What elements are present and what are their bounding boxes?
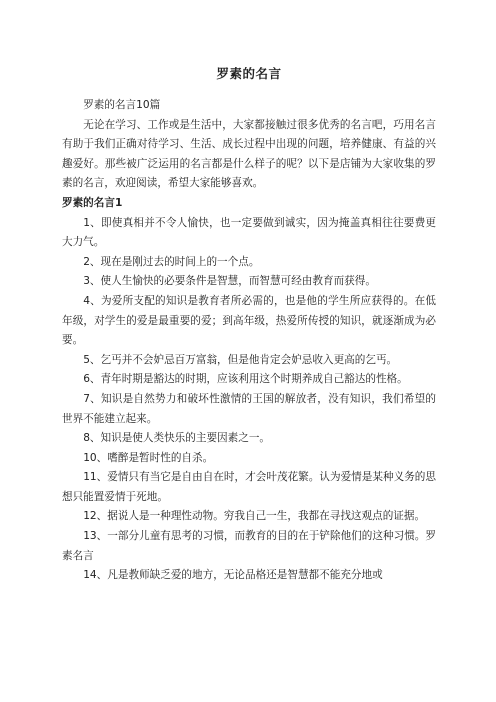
subtitle-line: 罗素的名言10篇 bbox=[83, 99, 161, 111]
intro-paragraph: 无论在学习、工作或是生活中，大家都接触过很多优秀的名言吧，巧用名言有助于我们正确对待学习、生活、成长过程中出现的问题，培养健康、有益的兴趣爱好。那些被广泛运用的名言都是什么样子的呢？以下是店铺为大家收集的罗素的名言，欢迎阅读，希望大家能够喜欢。 bbox=[62, 118, 436, 190]
quote-5: 5、乞丐并不会妒忌百万富翁，但是他肯定会妒忌收入更高的乞丐。 bbox=[83, 353, 398, 366]
page-title: 罗素的名言 bbox=[216, 66, 282, 81]
quote-2: 2、现在是刚过去的时间上的一个点。 bbox=[83, 255, 260, 268]
quote-10: 10、嗜醉是暂时性的自杀。 bbox=[83, 451, 214, 464]
quote-14: 14、凡是教师缺乏爱的地方，无论品格还是智慧都不能充分地或 bbox=[83, 569, 383, 582]
quote-13: 13、一部分儿童有思考的习惯，而教育的目的在于铲除他们的这种习惯。罗素名言 bbox=[62, 530, 436, 562]
section-heading: 罗素的名言1 bbox=[62, 196, 123, 209]
quote-7: 7、知识是自然势力和破坏性激情的王国的解放者，没有知识，我们希望的世界不能建立起来。 bbox=[62, 392, 436, 425]
quote-11: 11、爱情只有当它是自由自在时，才会叶茂花繁。认为爱情是某种义务的思想只能置爱情于死地。 bbox=[62, 471, 436, 503]
quote-12: 12、据说人是一种理性动物。穷我自己一生，我都在寻找这观点的证据。 bbox=[83, 510, 426, 523]
quote-1: 1、即使真相并不令人愉快，也一定要做到诚实，因为掩盖真相往往要费更大力气。 bbox=[62, 216, 436, 249]
quote-4: 4、为爱所支配的知识是教育者所必需的，也是他的学生所应获得的。在低年级，对学生的爱是最重要的爱；到高年级，热爱所传授的知识，就逐渐成为必要。 bbox=[62, 294, 436, 347]
quote-6: 6、青年时期是豁达的时期，应该利用这个时期养成自己豁达的性格。 bbox=[83, 373, 408, 386]
document-body bbox=[62, 96, 436, 586]
quote-3: 3、使人生愉快的必要条件是智慧，而智慧可经由教育而获得。 bbox=[83, 275, 376, 288]
quote-8: 8、知识是使人类快乐的主要因素之一。 bbox=[83, 432, 271, 445]
